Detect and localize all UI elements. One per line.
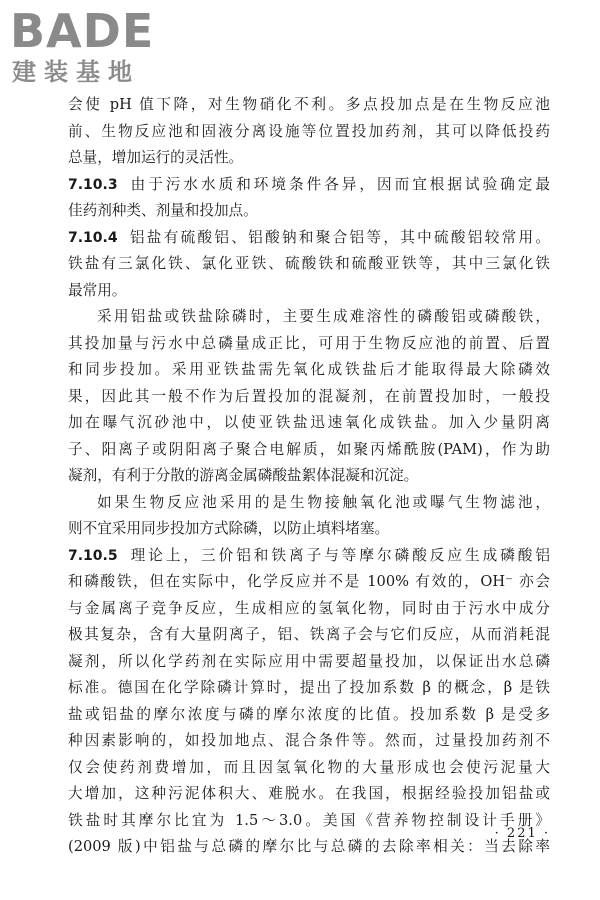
text-line [68, 622, 550, 649]
line-text: 会使 pH 值下降，对生物硝化不利。多点投加点是在生物反应池 [68, 96, 550, 113]
text-line [68, 145, 550, 172]
text-line [68, 516, 550, 543]
text-line [68, 331, 550, 358]
line-text: 子、阳离子或阴阳离子聚合电解质，如聚丙烯酰胺(PAM)，作为助 [68, 440, 550, 458]
line-text: 与金属离子竞争反应，生成相应的氢氧化物，同时由于污水中成分 [68, 599, 550, 617]
text-line [68, 649, 550, 676]
document-body [68, 92, 550, 861]
paragraph [68, 92, 550, 172]
text-line [68, 304, 550, 331]
text-line [68, 728, 550, 755]
line-text: 和磷酸铁，但在实际中，化学反应并不是 100% 有效的，OH⁻ 亦会 [68, 573, 550, 590]
section-paragraph [68, 225, 550, 305]
line-text: 前、生物反应池和固液分离设施等位置投加药剂，其可以降低投药 [68, 122, 550, 140]
line-text: 则不宜采用同步投加方式除磷，以防止填料堵塞。 [68, 520, 390, 537]
line-text: 凝剂，有利于分散的游离金属磷酸盐絮体混凝和沉淀。 [68, 467, 419, 484]
line-text: 铁盐时其摩尔比宜为 1.5～3.0。美国《营养物控制设计手册》 [68, 811, 550, 829]
line-text: 总量，增加运行的灵活性。 [68, 149, 244, 166]
bade-logo [10, 4, 180, 90]
text-line [68, 808, 550, 835]
line-text: 和同步投加。采用亚铁盐需先氧化成铁盐后才能取得最大除磷效 [68, 361, 550, 378]
line-text: 标准。德国在化学除磷计算时，提出了投加系数 β 的概念，β 是铁 [68, 679, 550, 696]
logo-subtitle: 建装基地 [12, 58, 140, 86]
line-text: 由于污水水质和环境条件各异，因而宜根据试验确定最 [127, 175, 550, 193]
text-line [68, 702, 550, 729]
line-text: 其投加量与污水中总磷量成正比，可用于生物反应池的前置、后置 [68, 334, 550, 352]
text-line [68, 596, 550, 623]
text-line [68, 251, 550, 278]
text-line [68, 463, 550, 490]
line-text: 采用铝盐或铁盐除磷时，主要生成难溶性的磷酸铝或磷酸铁， [97, 308, 550, 325]
logo-wordmark: BADE [10, 4, 155, 58]
line-text: 极其复杂，含有大量阴离子，铝、铁离子会与它们反应，从而消耗混 [68, 626, 550, 643]
text-line [68, 834, 550, 861]
line-text: 大增加，这种污泥体积大、难脱水。在我国，根据经验投加铝盐或 [68, 785, 550, 802]
page-number: · 221 · [494, 826, 550, 841]
paragraph [68, 304, 550, 490]
text-line [68, 225, 550, 252]
line-text: 铝盐有硫酸铝、铝酸钠和聚合铝等，其中硫酸铝较常用。 [127, 228, 550, 246]
line-text: 凝剂，所以化学药剂在实际应用中需要超量投加，以保证出水总磷 [68, 652, 550, 670]
line-text: 果，因此其一般不作为后置投加的混凝剂，在前置投加时，一般投 [68, 387, 550, 405]
text-line [68, 755, 550, 782]
line-text: 盐或铝盐的摩尔浓度与磷的摩尔浓度的比值。投加系数 β 是受多 [68, 705, 550, 723]
text-line [68, 278, 550, 305]
section-paragraph [68, 543, 550, 861]
text-line [68, 172, 550, 199]
text-line [68, 543, 550, 570]
line-text: 种因素影响的，如投加地点、混合条件等。然而，过量投加药剂不 [68, 732, 550, 749]
text-line [68, 490, 550, 517]
line-text: 如果生物反应池采用的是生物接触氧化池或曝气生物滤池， [97, 493, 550, 511]
text-line [68, 437, 550, 464]
text-line [68, 410, 550, 437]
line-text: 佳药剂种类、剂量和投加点。 [68, 202, 258, 219]
text-line [68, 675, 550, 702]
text-line [68, 198, 550, 225]
text-line [68, 357, 550, 384]
line-text: 仅会使药剂费增加，而且因氢氧化物的大量形成也会使污泥量大 [68, 758, 550, 776]
line-text: 最常用。 [68, 281, 127, 299]
text-line [68, 384, 550, 411]
paragraph [68, 490, 550, 543]
section-number: 7.10.5 [68, 547, 118, 564]
text-line [68, 92, 550, 119]
line-text: 理论上，三价铝和铁离子与等摩尔磷酸反应生成磷酸铝 [127, 546, 550, 564]
line-text: (2009 版)中铝盐与总磷的摩尔比与总磷的去除率相关：当去除率 [68, 838, 550, 855]
line-text: 加在曝气沉砂池中，以使亚铁盐迅速氧化成铁盐。加入少量阴离 [68, 414, 550, 431]
text-line [68, 781, 550, 808]
section-number: 7.10.3 [68, 176, 118, 193]
line-text: 铁盐有三氯化铁、氯化亚铁、硫酸铁和硫酸亚铁等，其中三氯化铁 [68, 255, 550, 272]
text-line [68, 119, 550, 146]
section-number: 7.10.4 [68, 229, 118, 246]
section-paragraph [68, 172, 550, 225]
text-line [68, 569, 550, 596]
